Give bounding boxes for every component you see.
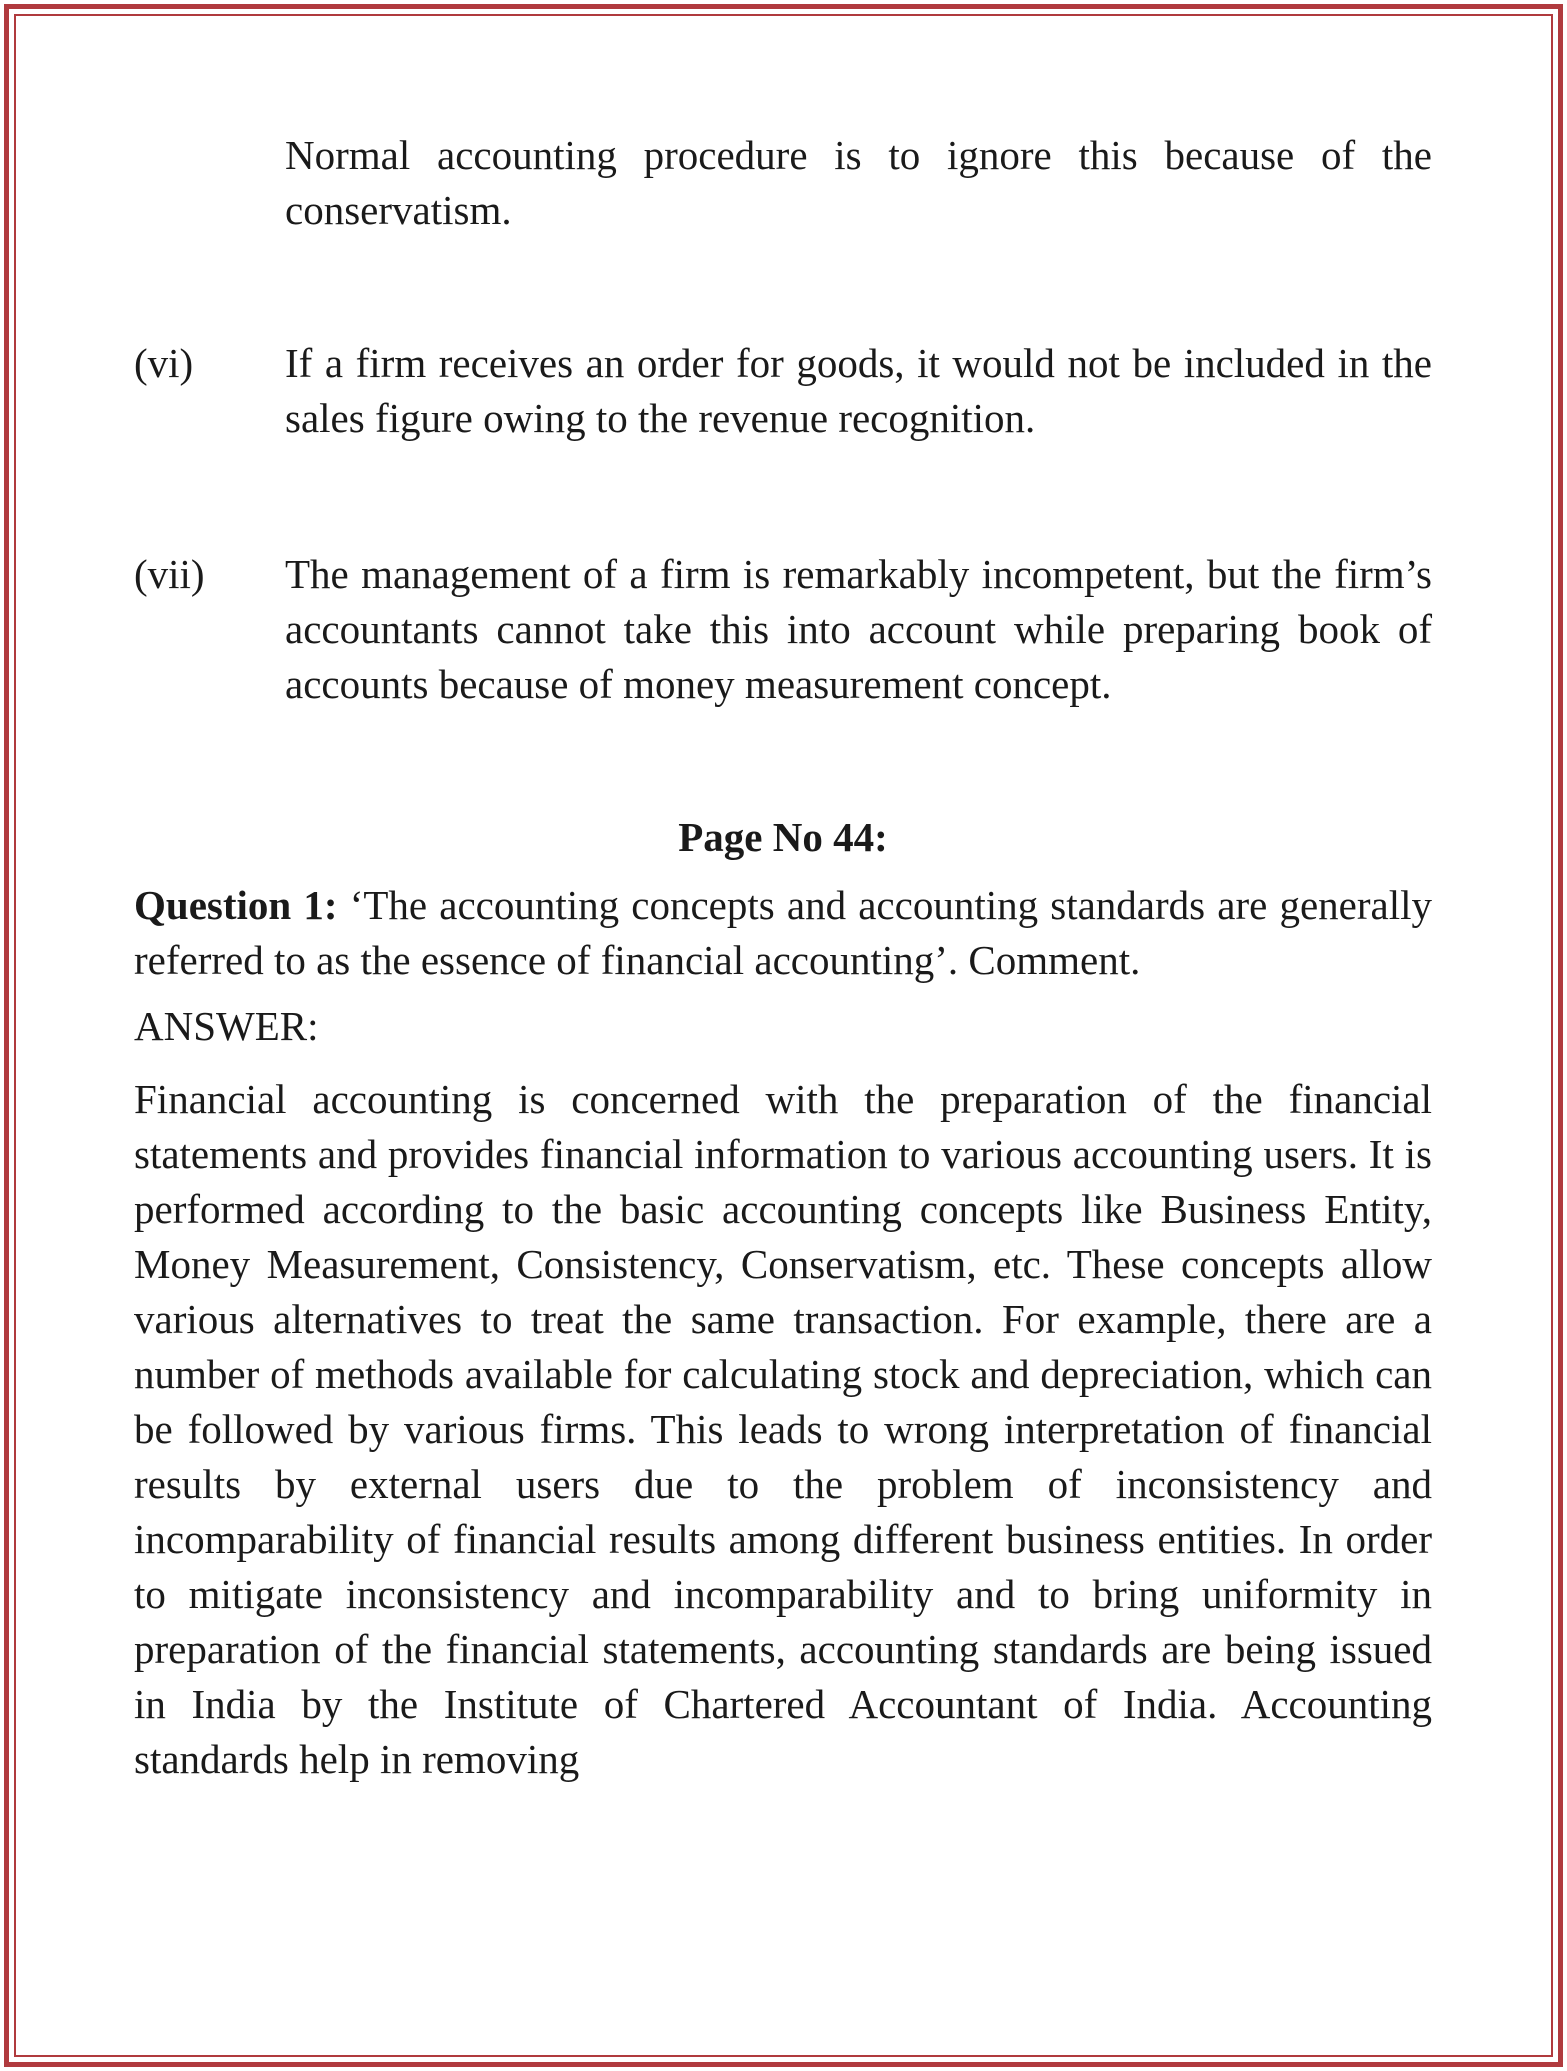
list-item-label: (vi) — [134, 340, 194, 386]
document-body — [134, 128, 1432, 1787]
question — [134, 878, 1432, 988]
list-item-vii — [134, 547, 1432, 712]
answer-label: ANSWER: — [134, 1003, 319, 1049]
list-item-text: If a firm receives an order for goods, it would not be included in the sales figure owing to the revenue recognition. — [285, 340, 1432, 441]
answer-text: Financial accounting is concerned with the preparation of the financial statements and provides financial information to various accounting users. It is performed according to the basic accounting concepts like Business Entity, Money Measurement, Consistency, Conservatism, etc. These concepts allow various alternatives to treat the same transaction. For example, there are a number of methods available for calculating stock and depreciation, which can be followed by various firms. This leads to wrong interpretation of financial results by external users due to the problem of inconsistency and incomparability of financial results among different business entities. In order to mitigate inconsistency and incomparability and to bring uniformity in preparation of the financial statements, accounting standards are being issued in India by the Institute of Chartered Accountant of India. Accounting standards help in removing — [134, 1076, 1432, 1782]
page-heading: Page No 44: — [678, 814, 888, 860]
continuation-paragraph: Normal accounting procedure is to ignore this because of the conservatism. — [285, 132, 1432, 233]
question-text: ‘The accounting concepts and accounting standards are generally referred to as the essence of financial accounting’. Comment. — [134, 882, 1433, 983]
list-item-label: (vii) — [134, 551, 205, 597]
list-item-text: The management of a firm is remarkably incompetent, but the firm’s accountants cannot take this into account while preparing book of accounts because of money measurement concept. — [285, 551, 1432, 707]
list-item-vi — [134, 336, 1432, 446]
question-label: Question 1: — [134, 882, 338, 928]
